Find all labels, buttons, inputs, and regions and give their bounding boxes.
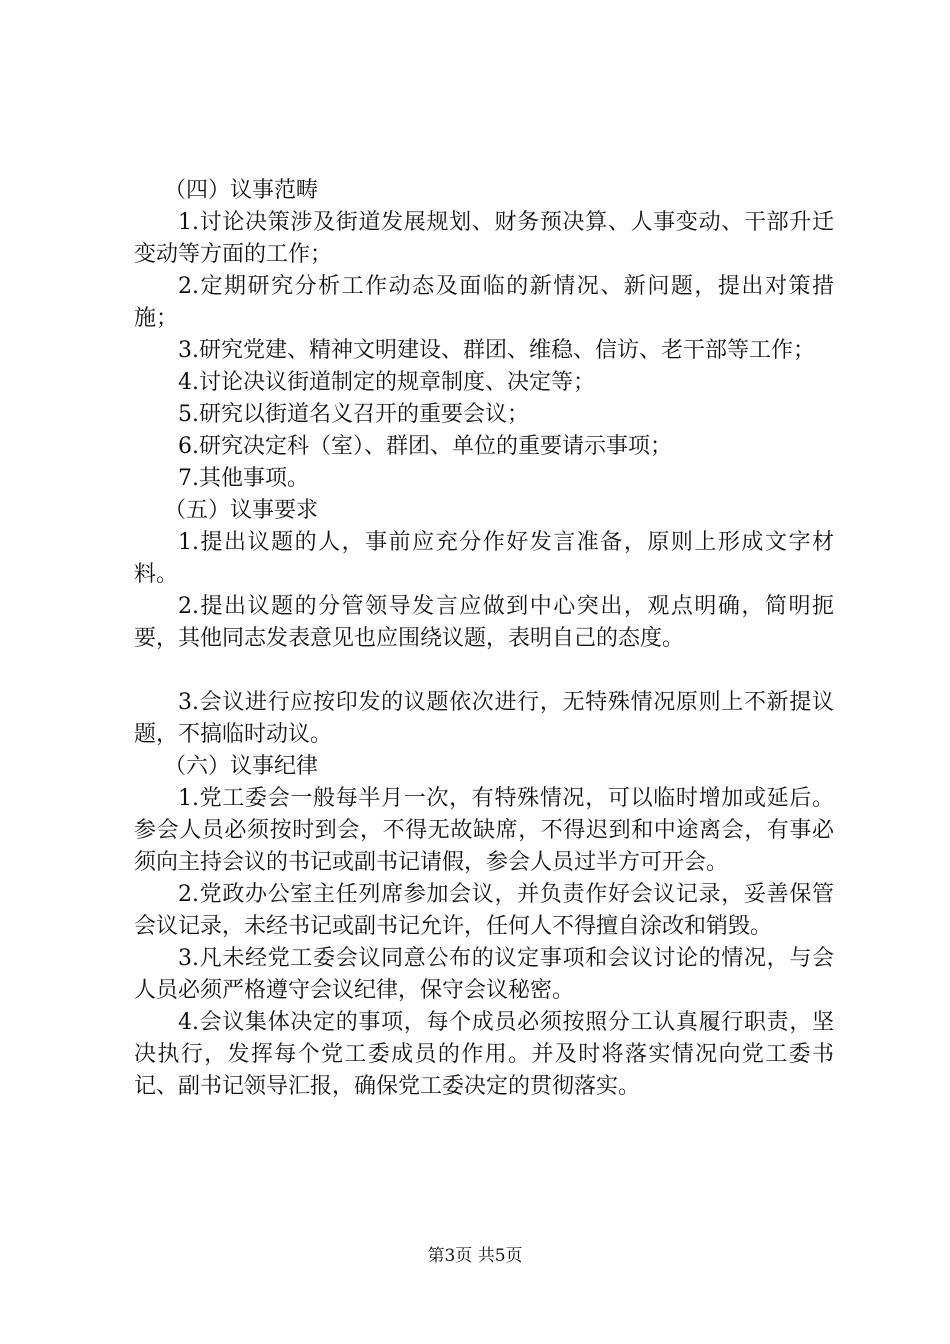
page-footer xyxy=(0,1244,950,1268)
paragraph: 3.会议进行应按印发的议题依次进行，无特殊情况原则上不新提议题，不搞临时动议。 xyxy=(134,690,834,747)
paragraph: 5.研究以街道名义召开的重要会议； xyxy=(178,402,529,427)
section-heading-6: （六）议事纪律 xyxy=(164,754,319,779)
paragraph: 2.党政办公室主任列席参加会议，并负责作好会议记录，妥善保管会议记录，未经书记或副书记允许，任何人不得擅自涂改和销毁。 xyxy=(134,882,834,939)
blank-line xyxy=(134,655,834,687)
paragraph: 4.讨论决议街道制定的规章制度、决定等； xyxy=(178,370,595,395)
paragraph: 2.定期研究分析工作动态及面临的新情况、新问题，提出对策措施； xyxy=(134,274,834,331)
paragraph: 6.研究决定科（室）、群团、单位的重要请示事项； xyxy=(178,434,672,459)
paragraph: 3.研究党建、精神文明建设、群团、维稳、信访、老干部等工作； xyxy=(178,338,815,363)
document-body xyxy=(134,175,834,1103)
section-heading-4: （四）议事范畴 xyxy=(164,178,319,203)
paragraph: 1.讨论决策涉及街道发展规划、财务预决算、人事变动、干部升迁变动等方面的工作； xyxy=(134,210,834,267)
paragraph: 3.凡未经党工委会议同意公布的议定事项和会议讨论的情况，与会人员必须严格遵守会议纪律，保守会议秘密。 xyxy=(134,946,834,1003)
paragraph: 2.提出议题的分管领导发言应做到中心突出，观点明确，简明扼要，其他同志发表意见也应围绕议题，表明自己的态度。 xyxy=(134,594,834,651)
paragraph: 7.其他事项。 xyxy=(178,466,309,491)
paragraph: 1.提出议题的人，事前应充分作好发言准备，原则上形成文字材料。 xyxy=(134,530,834,587)
paragraph: 1.党工委会一般每半月一次，有特殊情况，可以临时增加或延后。参会人员必须按时到会，不得无故缺席，不得迟到和中途离会，有事必须向主持会议的书记或副书记请假，参会人员过半方可开会。 xyxy=(134,786,834,875)
section-heading-5: （五）议事要求 xyxy=(164,498,319,523)
paragraph: 4.会议集体决定的事项，每个成员必须按照分工认真履行职责，坚决执行，发挥每个党工委成员的作用。并及时将落实情况向党工委书记、副书记领导汇报，确保党工委决定的贯彻落实。 xyxy=(134,1010,834,1099)
page-number: 第3页 共5页 xyxy=(427,1246,523,1266)
